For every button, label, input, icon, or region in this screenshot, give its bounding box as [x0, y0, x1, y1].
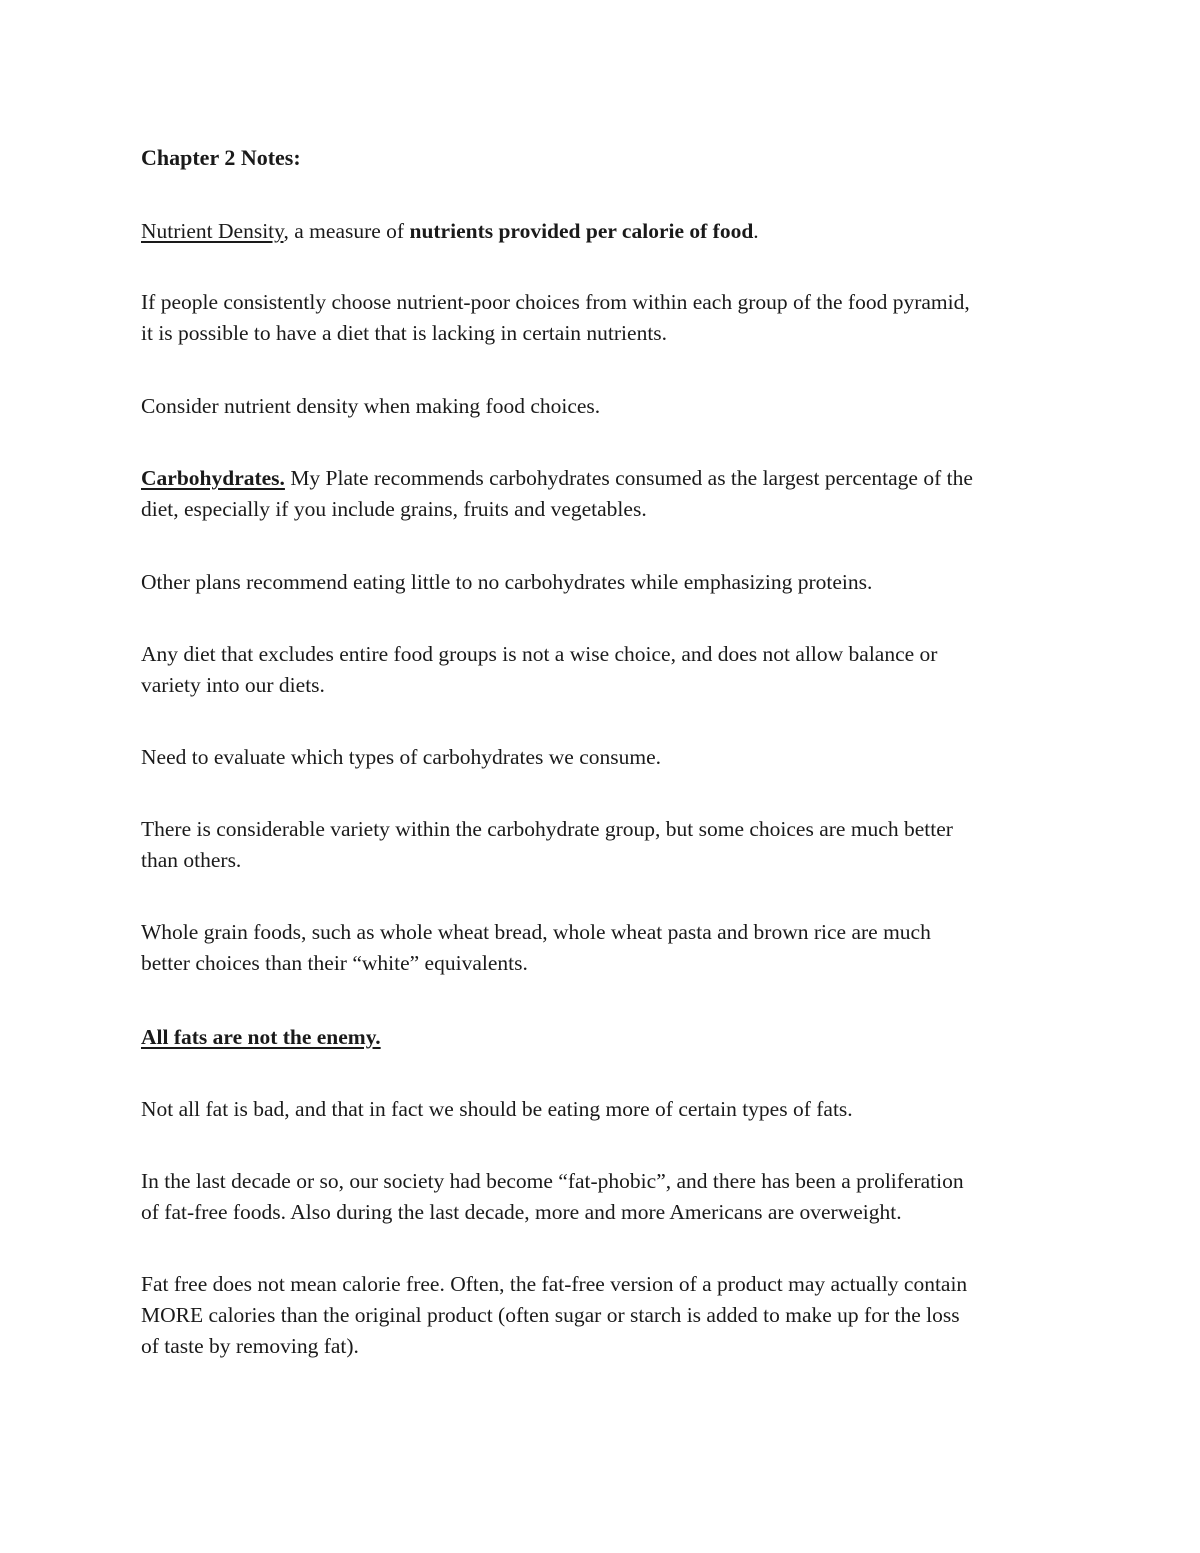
fat-free-line-3: of taste by removing fat).	[141, 1334, 359, 1358]
variety-line-2: than others.	[141, 848, 242, 872]
consider-paragraph: Consider nutrient density when making food choices.	[141, 394, 601, 418]
other-plans-paragraph: Other plans recommend eating little to no carbohydrates while emphasizing proteins.	[141, 570, 873, 594]
fat-free-line-1: Fat free does not mean calorie free. Often, the fat-free version of a product may actually contain	[141, 1272, 968, 1296]
any-diet-line-1: Any diet that excludes entire food groups is not a wise choice, and does not allow balance or	[141, 642, 938, 666]
nutrient-density-text: , a measure of	[283, 219, 410, 243]
not-all-fat-paragraph: Not all fat is bad, and that in fact we should be eating more of certain types of fats.	[141, 1097, 853, 1121]
nutrient-poor-line-1: If people consistently choose nutrient-poor choices from within each group of the food pyramid,	[141, 290, 970, 314]
carbohydrates-term: Carbohydrates.	[141, 466, 285, 490]
whole-grain-line-2: better choices than their “white” equivalents.	[141, 951, 528, 975]
carbohydrates-line-1	[141, 463, 973, 494]
evaluate-paragraph: Need to evaluate which types of carbohydrates we consume.	[141, 745, 661, 769]
nutrient-poor-line-2: it is possible to have a diet that is lacking in certain nutrients.	[141, 321, 668, 345]
nutrient-density-end: .	[753, 219, 759, 243]
fat-phobic-line-1: In the last decade or so, our society had become “fat-phobic”, and there has been a proliferation	[141, 1169, 964, 1193]
whole-grain-line-1: Whole grain foods, such as whole wheat bread, whole wheat pasta and brown rice are much	[141, 920, 931, 944]
any-diet-line-2: variety into our diets.	[141, 673, 325, 697]
fats-heading: All fats are not the enemy.	[141, 1025, 381, 1049]
fat-free-line-2: MORE calories than the original product (often sugar or starch is added to make up for the loss	[141, 1303, 960, 1327]
variety-line-1: There is considerable variety within the carbohydrate group, but some choices are much better	[141, 817, 953, 841]
nutrient-density-paragraph	[141, 216, 759, 247]
carbohydrates-text: My Plate recommends carbohydrates consumed as the largest percentage of the	[284, 466, 973, 490]
page-title: Chapter 2 Notes:	[141, 145, 301, 170]
nutrient-density-bold-phrase: nutrients provided per calorie of food	[409, 219, 754, 243]
carbohydrates-line-2: diet, especially if you include grains, fruits and vegetables.	[141, 497, 647, 521]
fat-phobic-line-2: of fat-free foods. Also during the last decade, more and more Americans are overweight.	[141, 1200, 902, 1224]
nutrient-density-term: Nutrient Density	[141, 219, 284, 243]
